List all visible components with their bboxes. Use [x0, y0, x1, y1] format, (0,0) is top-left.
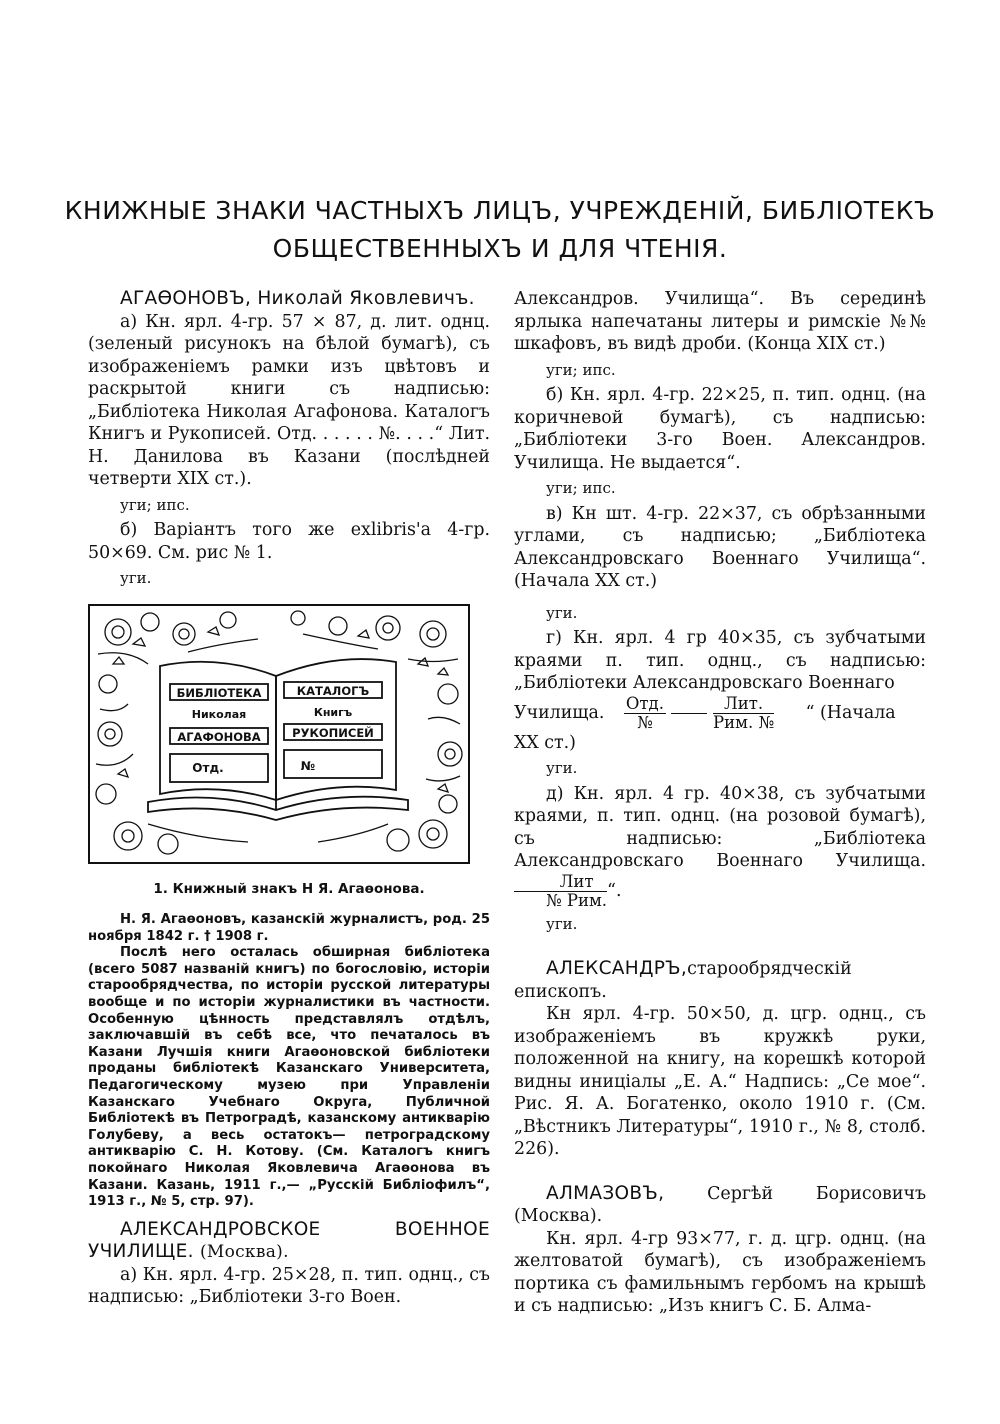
entry-school-b: б) Кн. ярл. 4-гр. 22⨯25, п. тип. однц. (на коричневой бумагѣ), съ надписью: „Библіотеки 3-го Воен. Александров. Училища. Не выдается“.: [514, 385, 926, 473]
fraction-lit-rim: [514, 873, 607, 910]
figure-caption: 1. Книжный знакъ Н Я. Агаѳонова.: [153, 880, 425, 897]
almazov-rest: Сергѣй Борисовичъ (Москва).: [514, 1183, 927, 1226]
entry-heading-almazov: [514, 1183, 926, 1228]
fraction-top: Лит.: [713, 695, 774, 714]
fraction-top: Отд.: [625, 693, 664, 713]
entry-school-g-fraction-line: [514, 695, 926, 732]
source-note: уги; ипс.: [546, 479, 616, 497]
book-right-line-2: Книгъ: [313, 705, 353, 719]
source-note: уги.: [120, 569, 152, 587]
book-left-line-3: АГАФОНОВА: [177, 729, 261, 744]
aleksandr-name: АЛЕКСАНДРЪ,: [546, 958, 688, 979]
source-note: уги; ипс.: [120, 495, 190, 514]
entry-school-a: а) Кн. ярл. 4-гр. 25⨯28, п. тип. однц., съ надписью: „Библіотеки 3-го Воен.: [88, 1264, 490, 1308]
school-d-text: д) Кн. ярл. 4 гр. 40⨯38, съ зубчатыми краями, п. тип. однц. (на розовой бумагѣ), съ надписью: „Библіотека Александровскаго Военнаго Училища.: [514, 783, 926, 871]
school-g-word: Училища.: [514, 702, 605, 723]
entry-school-g: г) Кн. ярл. 4 гр 40⨯35, съ зубчатыми краями п. тип. однц., съ надписью: „Библіотеки Александровскаго Военнаго: [514, 628, 926, 693]
fraction-bottom: № Рим.: [546, 890, 608, 910]
school-city: (Москва).: [199, 1242, 289, 1263]
entry-heading-alexandrovskoe: [88, 1219, 490, 1264]
school-g-end: “ (Начала: [805, 702, 896, 723]
fraction-dash: [671, 713, 707, 714]
page-title-line-2: ОБЩЕСТВЕННЫХЪ И ДЛЯ ЧТЕНІЯ.: [272, 234, 728, 263]
source-note: уги.: [546, 914, 578, 933]
entry-heading-aleksandr: [514, 958, 926, 1003]
source-note: уги; ипс.: [546, 360, 616, 379]
entry-school-a-continued: Александров. Училища“. Въ серединѣ ярлыка напечатаны литеры и римскіе №№ шкафовъ, въ видѣ дроби. (Конца XIX ст.): [514, 289, 926, 354]
biography-note: Послѣ него осталась обширная библіотека (всего 5087 названій книгъ) по богословію, исторіи старообрядчества, по исторіи русской литературы вообще и по исторіи журналистики въ частности. Особенную цѣнность представлялъ отдѣлъ, заключавшій въ себѣ все, что печаталось въ Казани Лучшія книги Агаѳоновской библіотеки проданы библіотекѣ Казанскаго Университета, Педагогическому музею при Управленіи Казанскаго Учебнаго Округа, Публичной Библіотекѣ въ Петроградѣ, казанскому антикварію Голубеву, а весь остатокъ— петроградскому антикварію С. Н. Котову. (См. Каталогъ книгъ покойнаго Николая Яковлевича Агаѳонова въ Казани. Казань, 1911 г.,— „Русскій Библіофилъ“, 1913 г., № 5, стр. 97).: [88, 945, 490, 1210]
book-right-line-3: РУКОПИСЕЙ: [292, 725, 374, 740]
entry-almazov: Кн. ярл. 4-гр 93⨯77, г. д. цгр. однц. (на желтоватой бумагѣ), съ изображеніемъ портика съ фамильнымъ гербомъ на крышѣ и съ надписью: „Изъ книгъ С. Б. Алма-: [514, 1228, 926, 1316]
entry-agafonov-a: а) Кн. ярл. 4-гр. 57 ⨯ 87, д. лит. однц. (зеленый рисунокъ на бѣлой бумагѣ), съ изображеніемъ рамки изъ цвѣтовъ и раскрытой книги съ надписью: „Библіотека Николая Агафонова. Каталогъ Книгъ и Рукописей. Отд. . . . . . №. . . .“ Лит. Н. Данилова въ Казани (послѣдней четверти XIX ст.).: [88, 311, 490, 489]
almazov-name: АЛМАЗОВЪ,: [546, 1182, 665, 1204]
bookplate-illustration: [88, 604, 470, 864]
page-title-line-1: КНИЖНЫЕ ЗНАКИ ЧАСТНЫХЪ ЛИЦЪ, УЧРЕЖДЕНІЙ, БИБЛІОТЕКЪ: [64, 196, 936, 225]
school-title: АЛЕКСАНДРОВСКОЕ ВОЕННОЕ УЧИЛИЩЕ.: [88, 1218, 490, 1263]
entry-school-v: в) Кн шт. 4-гр. 22⨯37, съ обрѣзанными углами, съ надписью; „Библіотека Александровскаго Военнаго Училища“. (Начала XX ст.): [514, 503, 926, 591]
fraction-top: Лит: [514, 873, 607, 892]
book-left-line-4: Отд.: [192, 760, 224, 775]
entry-agafonov-b: б) Варіантъ того же exlibris'a 4-гр. 50⨯69. См. рис № 1.: [88, 520, 490, 563]
source-note: уги.: [546, 759, 578, 777]
entry-aleksandr: Кн ярл. 4-гр. 50⨯50, д. цгр. однц., съ изображеніемъ въ кружкѣ руки, положенной на книгу, на корешкѣ которой видны иниціалы „Е. А.“ Надпись: „Се мое“. Рис. Я. А. Богатенко, около 1910 г. (См. „Вѣстникъ Литературы“, 1910 г., № 8, столб. 226).: [514, 1004, 926, 1159]
right-column: [514, 288, 926, 1318]
fraction-otd: [624, 695, 666, 732]
entry-school-d: [514, 783, 926, 910]
book-left-line-1: БИБЛІОТЕКА: [176, 685, 262, 700]
book-left-line-2: Николая: [191, 707, 247, 721]
fraction-lit: [713, 695, 774, 732]
book-right-line-4: №: [300, 758, 316, 773]
school-d-end: “.: [607, 880, 622, 901]
source-note: уги.: [546, 603, 578, 622]
fraction-bottom: Рим. №: [713, 712, 775, 732]
aleksandr-title: старообрядческій епископъ.: [514, 959, 852, 1002]
left-column: [88, 288, 490, 1309]
biography-note: Н. Я. Агаѳоновъ, казанскій журналистъ, род. 25 ноября 1842 г. † 1908 г.: [88, 912, 490, 944]
book-right-line-1: КАТАЛОГЪ: [296, 683, 370, 698]
entry-heading-agafonov: АГАѲОНОВЪ, Николай Яковлевичъ.: [120, 288, 475, 309]
fraction-bottom: №: [637, 712, 653, 732]
entry-school-g-end: XX ст.): [514, 732, 576, 753]
